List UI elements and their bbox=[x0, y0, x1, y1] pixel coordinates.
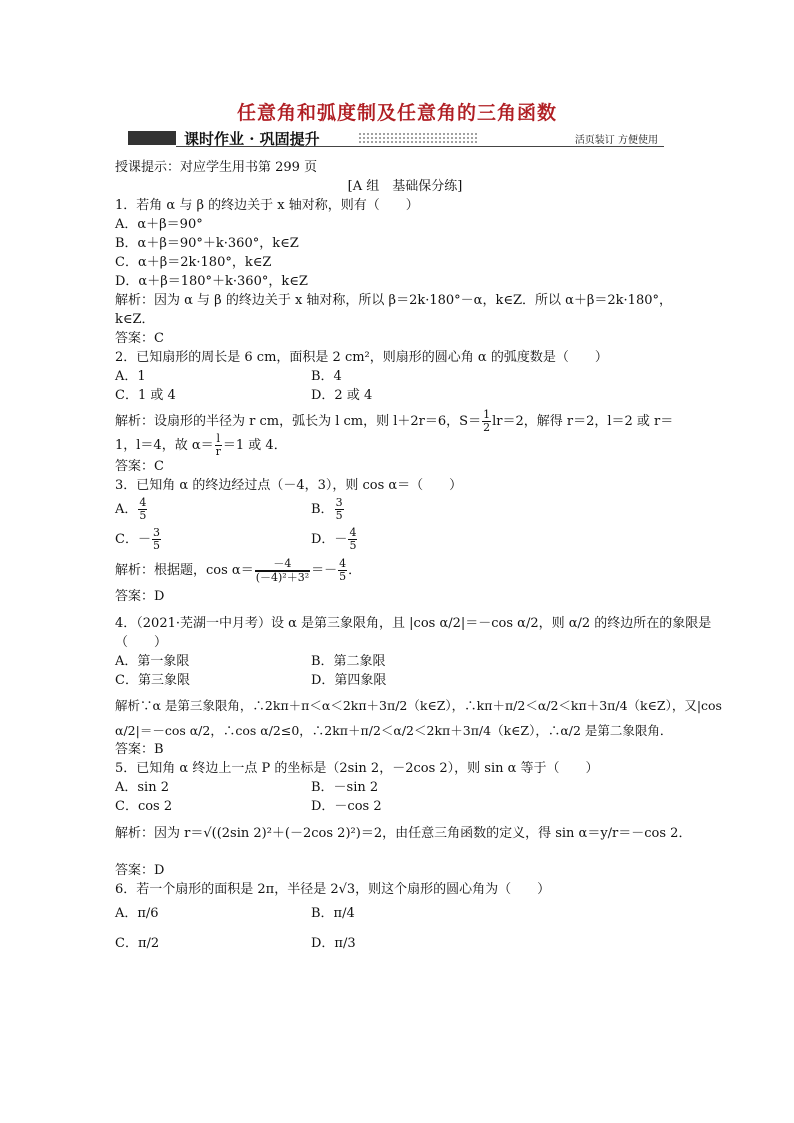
q3-options-ab bbox=[115, 495, 695, 525]
q4-options-cd bbox=[115, 671, 695, 690]
q2-solution-2: 1，l＝4，故 α＝ $\frac{l}{r}$ ＝1 或 4． bbox=[115, 432, 287, 458]
q6-option-a: A．π/6 bbox=[115, 906, 159, 921]
q2-options-ab bbox=[115, 367, 695, 386]
q4-option-d: D．第四象限 bbox=[311, 673, 387, 688]
q2-stem: 2．已知扇形的周长是 6 cm，面积是 2 cm²，则扇形的圆心角 α 的弧度数是（ ） bbox=[115, 350, 608, 365]
q6-option-b: B．π/4 bbox=[311, 906, 355, 921]
q3-option-d: D．－ $\frac{4}{5}$ bbox=[311, 526, 357, 552]
q4-option-c: C．第三象限 bbox=[115, 673, 190, 688]
q2-answer: 答案：C bbox=[115, 459, 164, 474]
group-heading: [A 组 基础保分练] bbox=[347, 179, 463, 194]
q4-option-b: B．第二象限 bbox=[311, 654, 386, 669]
q5-option-c: C．cos 2 bbox=[115, 799, 173, 814]
q5-solution: 解析：因为 r＝√((2sin 2)²＋(－2cos 2)²)＝2，由任意三角函数的定义，得 sin α＝y/r＝－cos 2． bbox=[115, 826, 692, 841]
q3-options-cd bbox=[115, 525, 695, 555]
q6-stem: 6．若一个扇形的面积是 2π，半径是 2√3，则这个扇形的圆心角为（ ） bbox=[115, 882, 551, 897]
q1-option-b: B．α＋β＝90°＋k·360°，k∈Z bbox=[115, 236, 299, 251]
q5-option-b: B．－sin 2 bbox=[311, 780, 379, 795]
fraction-half: $\frac{1}{2}$ bbox=[483, 408, 491, 434]
q5-stem: 5．已知角 α 终边上一点 P 的坐标是（2sin 2，－2cos 2），则 sin α 等于（ ） bbox=[115, 761, 599, 776]
q4-answer: 答案：B bbox=[115, 742, 164, 757]
q2-options-cd bbox=[115, 386, 695, 405]
q1-solution-2: k∈Z． bbox=[115, 312, 155, 327]
q1-stem: 1．若角 α 与 β 的终边关于 x 轴对称，则有（ ） bbox=[115, 198, 419, 213]
q3-answer: 答案：D bbox=[115, 589, 165, 604]
q3-solution: 解析：根据题，cos α＝ $\frac{-4}{\text{(－4)²＋3²}}$ ＝－ $\frac{4}{5}$ ． bbox=[115, 556, 362, 584]
q4-option-a: A．第一象限 bbox=[115, 654, 190, 669]
q1-option-d: D．α＋β＝180°＋k·360°，k∈Z bbox=[115, 274, 308, 289]
q6-options-cd bbox=[115, 929, 695, 959]
q3-stem: 3．已知角 α 的终边经过点（－4，3），则 cos α＝（ ） bbox=[115, 478, 463, 493]
q6-options-ab bbox=[115, 899, 695, 929]
banner-dots bbox=[358, 132, 478, 143]
q3-option-a: A． $\frac{4}{5}$ bbox=[115, 496, 147, 522]
q6-option-c: C．π/2 bbox=[115, 936, 160, 951]
q3-option-c: C．－ $\frac{3}{5}$ bbox=[115, 526, 160, 552]
q5-options-ab bbox=[115, 778, 695, 797]
fraction-l-over-r: $\frac{l}{r}$ bbox=[215, 432, 221, 458]
q2-solution-1: 解析：设扇形的半径为 r cm，弧长为 l cm，则 l＋2r＝6，S＝ $\frac{1}{2}$ lr＝2，解得 r＝2，l＝2 或 r＝ bbox=[115, 408, 674, 434]
q4-solution-1: 解析∵α 是第三象限角，∴2kπ＋π＜α＜2kπ＋3π/2（k∈Z），∴kπ＋π/2＜α/2＜kπ＋3π/4（k∈Z），又|cos bbox=[115, 698, 722, 713]
banner-note: 活页装订 方便使用 bbox=[574, 135, 658, 146]
q1-option-a: A．α＋β＝90° bbox=[115, 217, 203, 232]
banner-block bbox=[128, 131, 176, 145]
q2-option-c: C．1 或 4 bbox=[115, 388, 176, 403]
q1-option-c: C．α＋β＝2k·180°，k∈Z bbox=[115, 255, 272, 270]
q1-answer: 答案：C bbox=[115, 331, 164, 346]
q5-option-a: A．sin 2 bbox=[115, 780, 169, 795]
page-title: 任意角和弧度制及任意角的三角函数 bbox=[236, 102, 557, 124]
q5-answer: 答案：D bbox=[115, 863, 165, 878]
q2-option-b: B．4 bbox=[311, 369, 342, 384]
worksheet-body bbox=[115, 158, 722, 959]
q4-stem-2: （ ） bbox=[115, 635, 168, 650]
q4-options-ab bbox=[115, 652, 695, 671]
q3-option-b: B． $\frac{3}{5}$ bbox=[311, 496, 343, 522]
banner-rule bbox=[176, 146, 664, 147]
q2-option-d: D．2 或 4 bbox=[311, 388, 373, 403]
q4-stem-1: 4．（2021·芜湖一中月考）设 α 是第三象限角，且 |cos α/2|＝－cos α/2，则 α/2 的终边所在的象限是 bbox=[115, 616, 712, 631]
q2-option-a: A．1 bbox=[115, 369, 146, 384]
q1-solution-1: 解析：因为 α 与 β 的终边关于 x 轴对称，所以 β＝2k·180°－α，k∈Z．所以 α＋β＝2k·180°， bbox=[115, 293, 672, 308]
q6-option-d: D．π/3 bbox=[311, 936, 356, 951]
hint-line: 授课提示：对应学生用书第 299 页 bbox=[115, 160, 318, 175]
q5-option-d: D．－cos 2 bbox=[311, 799, 382, 814]
banner-label: 课时作业 · 巩固提升 bbox=[184, 130, 320, 148]
q5-options-cd bbox=[115, 797, 695, 816]
section-banner bbox=[128, 128, 664, 150]
q4-solution-2: α/2|＝－cos α/2，∴cos α/2≤0，∴2kπ＋π/2＜α/2＜2kπ＋3π/4（k∈Z），∴α/2 是第二象限角． bbox=[115, 723, 673, 738]
